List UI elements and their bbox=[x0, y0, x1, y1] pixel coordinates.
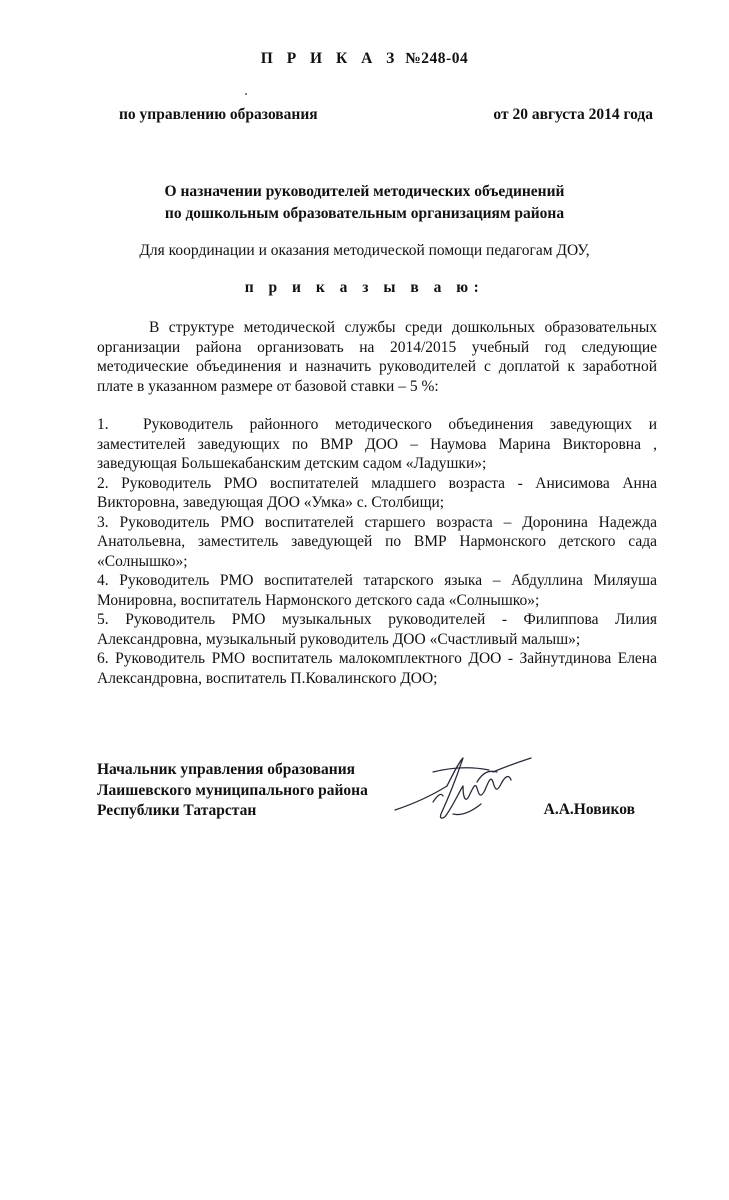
signatory-line-3: Республики Татарстан bbox=[97, 802, 257, 819]
signatory-title bbox=[97, 760, 368, 822]
handwritten-signature bbox=[393, 752, 533, 827]
list-item: 6. Руководитель РМО воспитатель малокомплектного ДОО - Зайнутдинова Елена Александровна, воспитатель П.Ковалинского ДОО; bbox=[97, 650, 657, 687]
order-word: п р и к а з ы в а ю: bbox=[244, 279, 485, 296]
item-text: Руководитель районного методического объединения заведующих и заместителей заведующих по ВМР ДОО – Наумова Марина Викторовна , заведующая Большекабанским детским садом «Ладушки»; bbox=[97, 416, 657, 472]
subject-line-1: О назначении руководителей методических объединений bbox=[164, 183, 565, 200]
list-item: 3. Руководитель РМО воспитателей старшего возраста – Доронина Надежда Анатольевна, заместитель заведующей по ВМР Нармонского детского сада «Солнышко»; bbox=[97, 513, 657, 570]
preamble: Для координации и оказания методической помощи педагогам ДОУ, bbox=[139, 242, 590, 259]
list-item: 5. Руководитель РМО музыкальных руководителей - Филиппова Лилия Александровна, музыкальный руководитель ДОО «Счастливый малыш»; bbox=[97, 611, 657, 648]
scan-speck bbox=[245, 93, 247, 95]
signer-name: А.А.Новиков bbox=[543, 801, 635, 818]
signatory-line-1: Начальник управления образования bbox=[97, 761, 356, 778]
subject-heading bbox=[0, 181, 729, 225]
intro-paragraph: В структуре методической службы среди дошкольных образовательных организации района организовать на 2014/2015 учебный год следующие методические объединения и назначить руководителей с доплатой к заработной плате в указанном размере от базовой ставки – 5 %: bbox=[97, 319, 657, 395]
item-number: 1. bbox=[97, 416, 109, 433]
order-body bbox=[97, 318, 657, 688]
paragraph-gap bbox=[97, 396, 657, 415]
document-title bbox=[0, 50, 729, 68]
list-item bbox=[97, 415, 657, 474]
signatory-line-2: Лаишевского муниципального района bbox=[97, 781, 368, 799]
order-date: от 20 августа 2014 года bbox=[493, 106, 653, 123]
subject-line-2: по дошкольным образовательным организациям района bbox=[164, 205, 565, 222]
department: по управлению образования bbox=[119, 106, 318, 123]
list-item: 4. Руководитель РМО воспитателей татарского языка – Абдуллина Миляуша Монировна, воспитатель Нармонского детского сада «Солнышко»; bbox=[97, 572, 657, 609]
order-number: №248-04 bbox=[405, 50, 469, 67]
title-word: П Р И К А З bbox=[260, 50, 400, 67]
list-item: 2. Руководитель РМО воспитателей младшего возраста - Анисимова Анна Викторовна, заведующая ДОО «Умка» с. Столбищи; bbox=[97, 474, 657, 511]
